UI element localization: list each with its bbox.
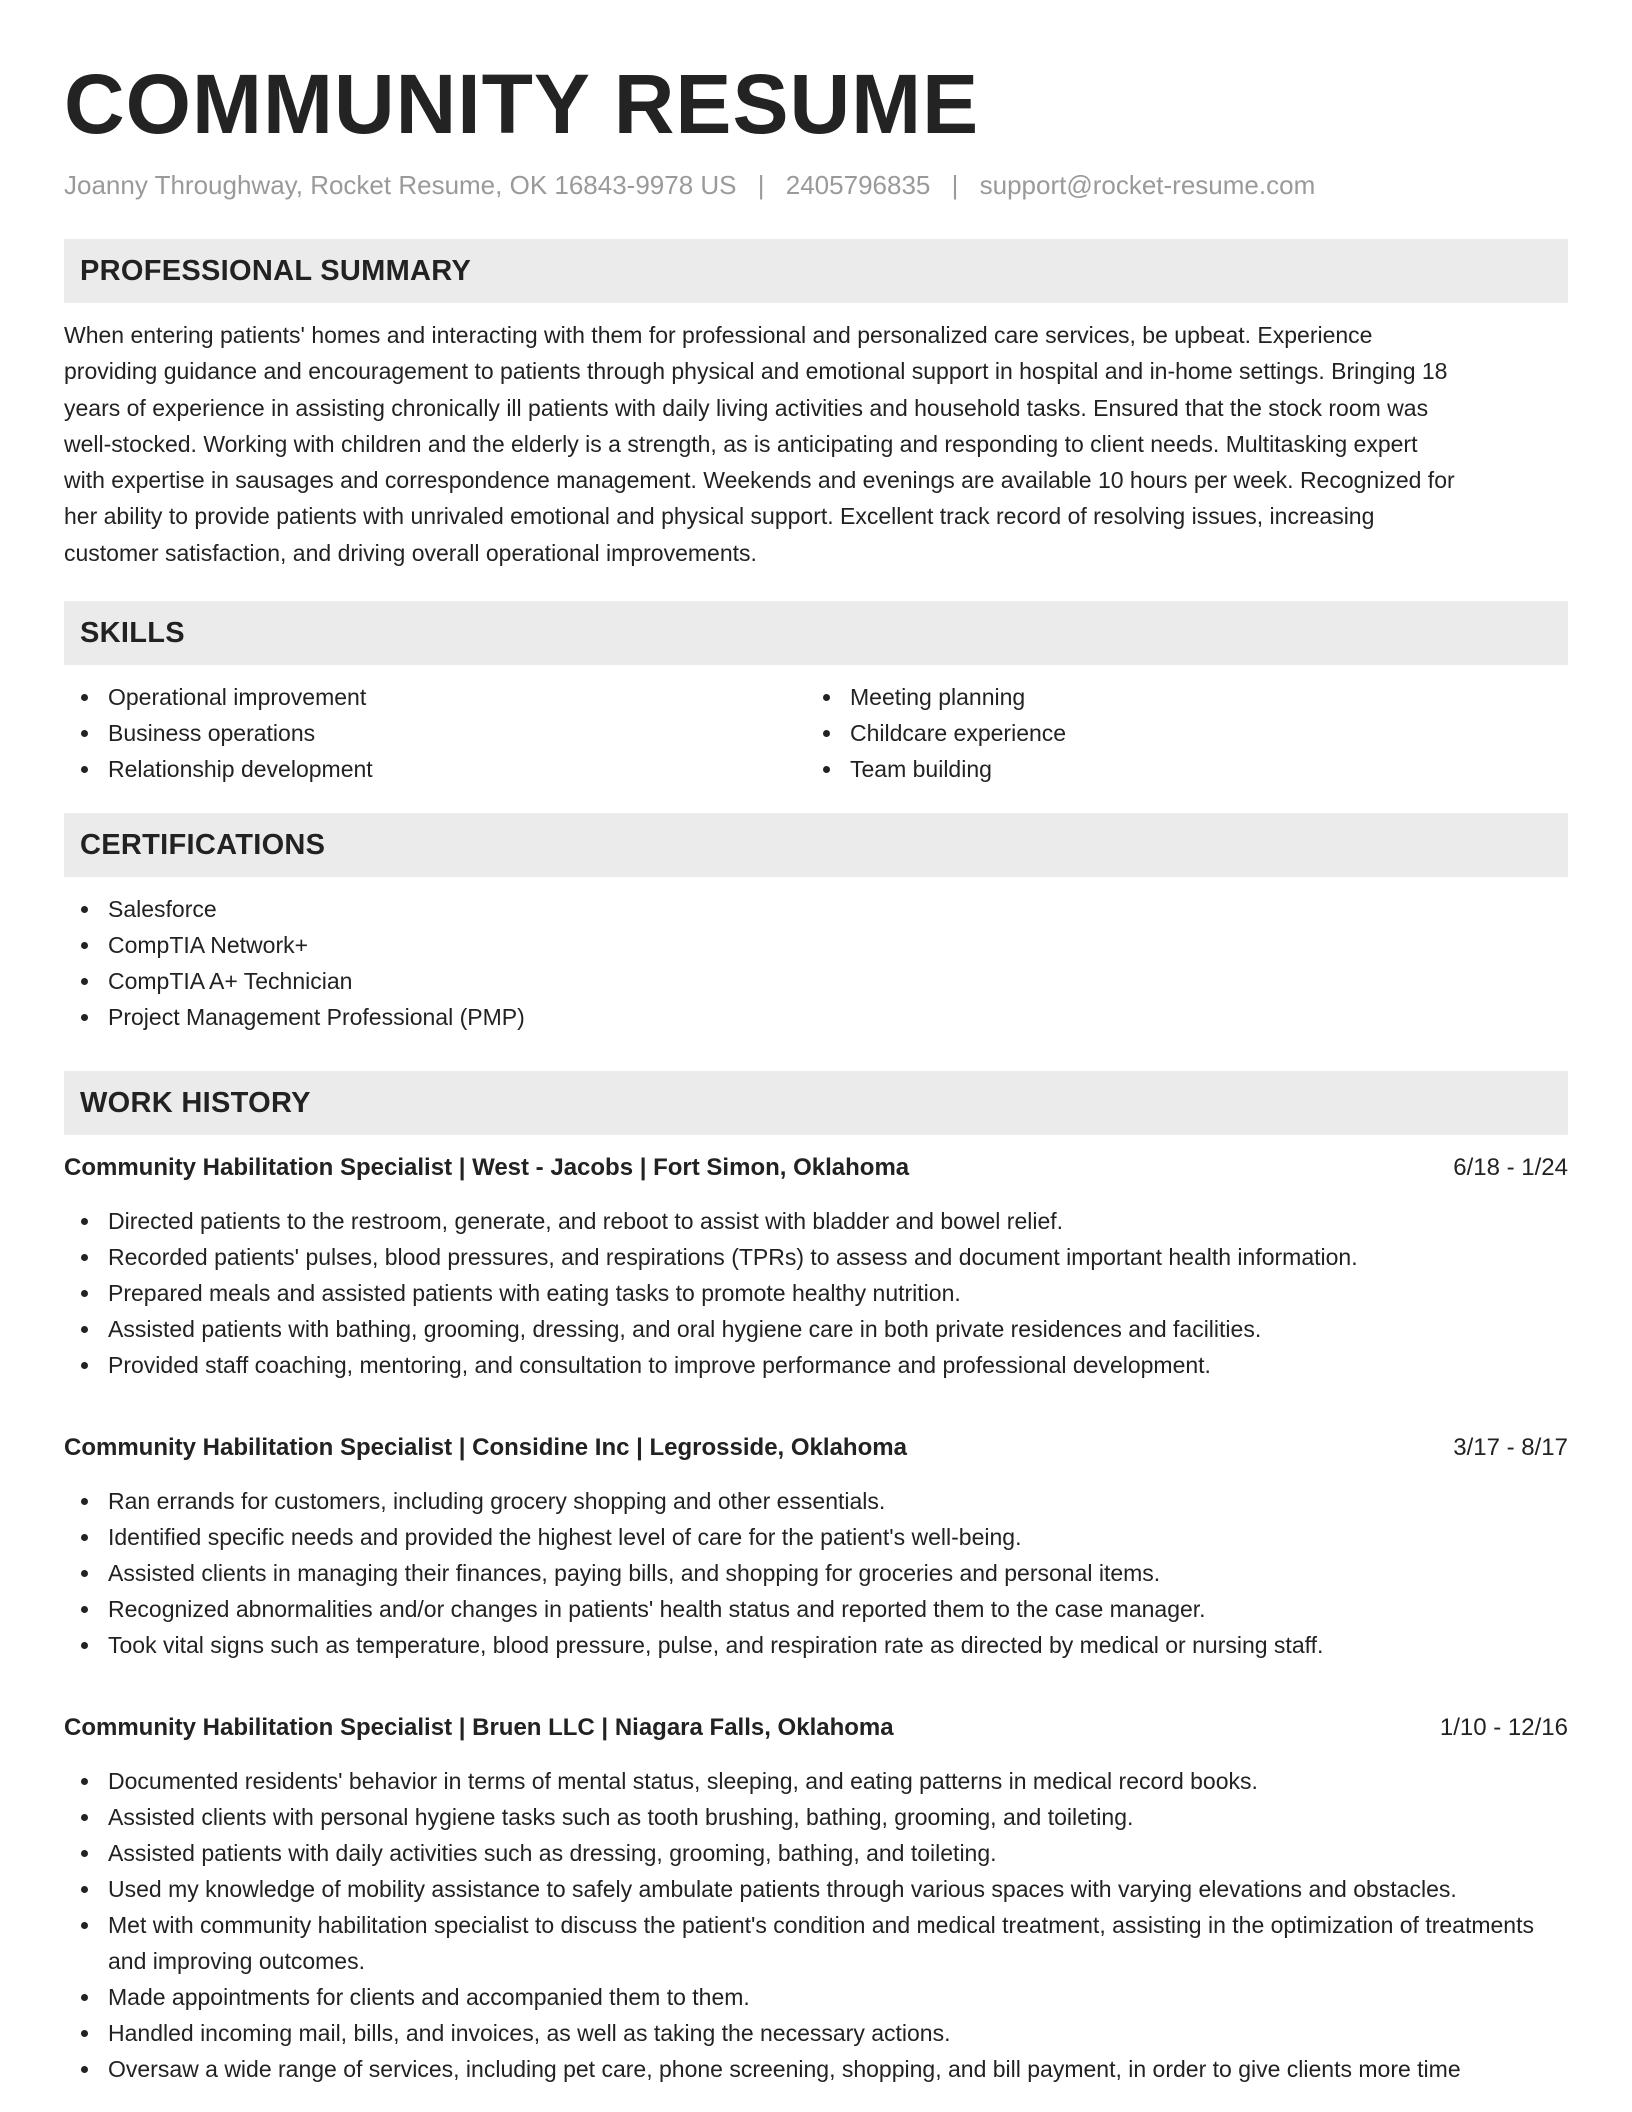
skill-item: Team building [806, 751, 1548, 787]
job-entry [64, 1711, 1568, 2087]
job-duty: Directed patients to the restroom, generate, and reboot to assist with bladder and bowel relief. [64, 1203, 1568, 1239]
job-title: Community Habilitation Specialist | Considine Inc | Legrosside, Oklahoma [64, 1434, 907, 1462]
job-duty: Prepared meals and assisted patients with eating tasks to promote healthy nutrition. [64, 1275, 1568, 1311]
contact-phone: 2405796835 [785, 170, 931, 200]
certification-item: Salesforce [64, 891, 1568, 927]
job-duties [64, 1763, 1568, 2087]
skill-item: Meeting planning [806, 679, 1548, 715]
job-duty: Ran errands for customers, including grocery shopping and other essentials. [64, 1483, 1568, 1519]
certification-item: Project Management Professional (PMP) [64, 999, 1568, 1035]
job-duty: Made appointments for clients and accompanied them to them. [64, 1979, 1568, 2015]
job-duties [64, 1483, 1568, 1663]
section-header-work-history: WORK HISTORY [64, 1071, 1568, 1135]
job-duties [64, 1203, 1568, 1383]
job-duty: Met with community habilitation specialist to discuss the patient's condition and medical treatment, assisting in the optimization of treatments and improving outcomes. [64, 1907, 1568, 1979]
job-header [64, 1151, 1568, 1185]
job-dates: 6/18 - 1/24 [1453, 1154, 1568, 1182]
job-duty: Documented residents' behavior in terms of mental status, sleeping, and eating patterns in medical record books. [64, 1763, 1568, 1799]
certification-item: CompTIA A+ Technician [64, 963, 1568, 999]
summary-line: her ability to provide patients with unrivaled emotional and physical support. Excellent track record of resolving issues, increasing [64, 503, 1375, 530]
resume-page [64, 56, 1568, 2087]
job-duty: Assisted patients with bathing, grooming, dressing, and oral hygiene care in both private residences and facilities. [64, 1311, 1568, 1347]
contact-separator: | [757, 170, 765, 200]
job-duty: Handled incoming mail, bills, and invoices, as well as taking the necessary actions. [64, 2015, 1568, 2051]
resume-name: COMMUNITY RESUME [64, 57, 980, 151]
job-duty: Used my knowledge of mobility assistance to safely ambulate patients through various spaces with varying elevations and obstacles. [64, 1871, 1568, 1907]
skill-item: Business operations [64, 715, 806, 751]
job-duty: Assisted clients in managing their finances, paying bills, and shopping for groceries and personal items. [64, 1555, 1568, 1591]
section-header-summary: PROFESSIONAL SUMMARY [64, 239, 1568, 303]
section-header-certifications: CERTIFICATIONS [64, 813, 1568, 877]
job-entry [64, 1431, 1568, 1663]
job-entry [64, 1151, 1568, 1383]
skills-column-left [64, 679, 806, 787]
summary-line: customer satisfaction, and driving overall operational improvements. [64, 539, 757, 566]
contact-line [64, 168, 1568, 202]
job-duty: Assisted patients with daily activities such as dressing, grooming, bathing, and toileting. [64, 1835, 1568, 1871]
job-title: Community Habilitation Specialist | Bruen LLC | Niagara Falls, Oklahoma [64, 1714, 894, 1742]
certifications-list [64, 891, 1568, 1035]
skill-item: Relationship development [64, 751, 806, 787]
job-title: Community Habilitation Specialist | West - Jacobs | Fort Simon, Oklahoma [64, 1154, 910, 1182]
skill-item: Childcare experience [806, 715, 1548, 751]
summary-line: years of experience in assisting chronically ill patients with daily living activities and household tasks. Ensured that the stock room was [64, 394, 1429, 421]
summary-line: with expertise in sausages and correspondence management. Weekends and evenings are available 10 hours per week. Recognized for [64, 467, 1455, 494]
job-duty: Oversaw a wide range of services, including pet care, phone screening, shopping, and bill payment, in order to give clients more time [64, 2051, 1568, 2087]
summary-line: When entering patients' homes and interacting with them for professional and personalized care services, be upbeat. Experience [64, 322, 1373, 348]
skills-column-right [806, 679, 1548, 787]
section-header-skills: SKILLS [64, 601, 1568, 665]
contact-address: Joanny Throughway, Rocket Resume, OK 16843-9978 US [64, 170, 737, 200]
skill-item: Operational improvement [64, 679, 806, 715]
job-duty: Assisted clients with personal hygiene tasks such as tooth brushing, bathing, grooming, and toileting. [64, 1799, 1568, 1835]
summary-line: well-stocked. Working with children and the elderly is a strength, as is anticipating and responding to client needs. Multitasking expert [64, 430, 1418, 457]
job-duty: Recorded patients' pulses, blood pressures, and respirations (TPRs) to assess and document important health information. [64, 1239, 1568, 1275]
contact-email: support@rocket-resume.com [979, 170, 1316, 200]
job-header [64, 1431, 1568, 1465]
certification-item: CompTIA Network+ [64, 927, 1568, 963]
job-dates: 1/10 - 12/16 [1439, 1714, 1568, 1742]
job-duty: Recognized abnormalities and/or changes in patients' health status and reported them to the case manager. [64, 1591, 1568, 1627]
job-header [64, 1711, 1568, 1745]
job-duty: Identified specific needs and provided the highest level of care for the patient's well-being. [64, 1519, 1568, 1555]
job-duty: Provided staff coaching, mentoring, and consultation to improve performance and professional development. [64, 1347, 1568, 1383]
summary-text [64, 317, 1568, 571]
job-dates: 3/17 - 8/17 [1453, 1434, 1568, 1462]
job-duty: Took vital signs such as temperature, blood pressure, pulse, and respiration rate as directed by medical or nursing staff. [64, 1627, 1568, 1663]
skills-list [64, 679, 1568, 787]
contact-separator: | [951, 170, 959, 200]
summary-line: providing guidance and encouragement to patients through physical and emotional support in hospital and in-home settings. Bringing 18 [64, 358, 1448, 385]
